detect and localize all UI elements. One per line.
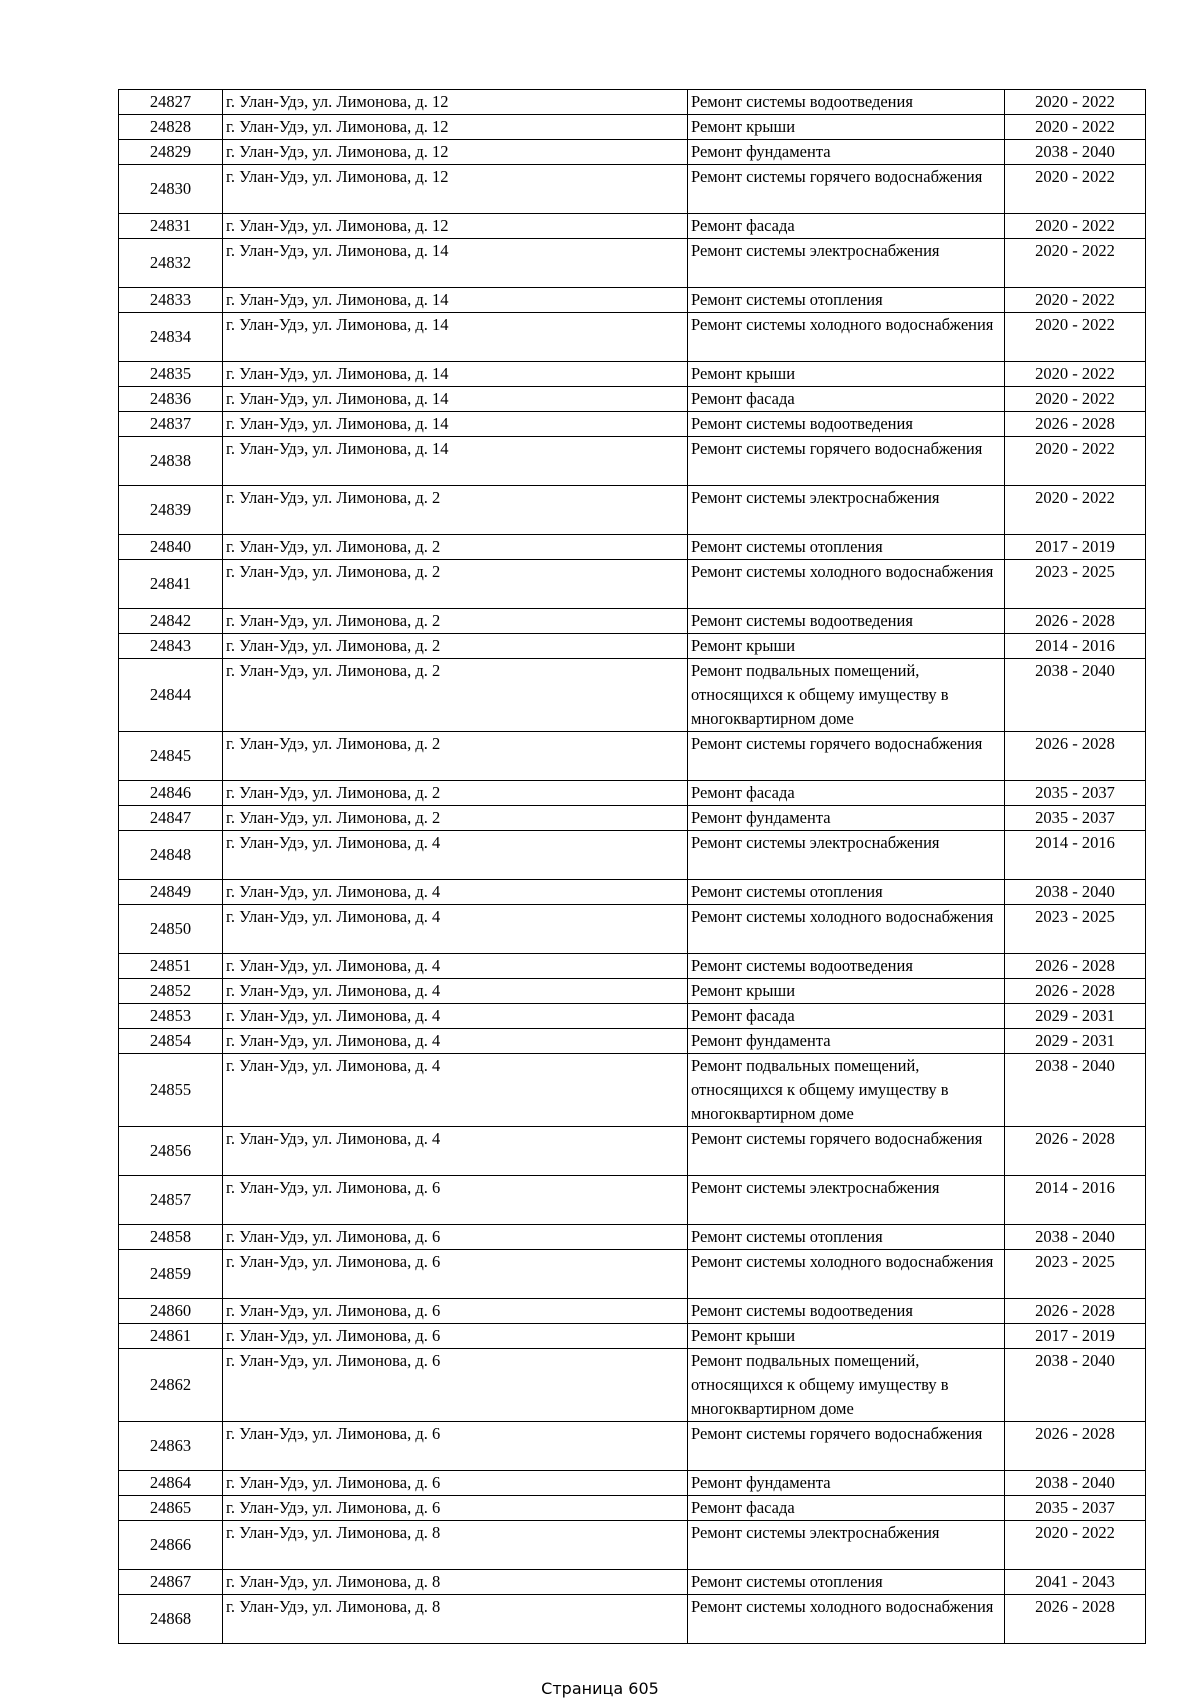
period-cell: 2023 - 2025 — [1005, 560, 1146, 609]
period-cell: 2017 - 2019 — [1005, 535, 1146, 560]
address-cell: г. Улан-Удэ, ул. Лимонова, д. 12 — [223, 165, 688, 214]
period-cell: 2014 - 2016 — [1005, 634, 1146, 659]
address-cell: г. Улан-Удэ, ул. Лимонова, д. 6 — [223, 1349, 688, 1422]
address-cell: г. Улан-Удэ, ул. Лимонова, д. 2 — [223, 560, 688, 609]
table-row — [119, 140, 1146, 165]
table-row — [119, 437, 1146, 486]
work-type-cell: Ремонт фасада — [688, 214, 1005, 239]
period-cell: 2017 - 2019 — [1005, 1324, 1146, 1349]
period-cell: 2020 - 2022 — [1005, 486, 1146, 535]
period-cell: 2020 - 2022 — [1005, 214, 1146, 239]
address-cell: г. Улан-Удэ, ул. Лимонова, д. 4 — [223, 905, 688, 954]
record-number-cell: 24837 — [119, 412, 223, 437]
period-cell: 2035 - 2037 — [1005, 1496, 1146, 1521]
record-number-cell: 24852 — [119, 979, 223, 1004]
work-type-cell: Ремонт системы холодного водоснабжения — [688, 1250, 1005, 1299]
work-type-cell: Ремонт системы электроснабжения — [688, 239, 1005, 288]
record-number-cell: 24856 — [119, 1127, 223, 1176]
period-cell: 2026 - 2028 — [1005, 1595, 1146, 1644]
address-cell: г. Улан-Удэ, ул. Лимонова, д. 12 — [223, 140, 688, 165]
work-type-cell: Ремонт подвальных помещений, относящихся к общему имуществу в многоквартирном доме — [688, 1054, 1005, 1127]
work-type-cell: Ремонт системы электроснабжения — [688, 1176, 1005, 1225]
record-number-cell: 24835 — [119, 362, 223, 387]
period-cell: 2026 - 2028 — [1005, 1299, 1146, 1324]
period-cell: 2026 - 2028 — [1005, 954, 1146, 979]
record-number-cell: 24868 — [119, 1595, 223, 1644]
work-type-cell: Ремонт подвальных помещений, относящихся к общему имуществу в многоквартирном доме — [688, 659, 1005, 732]
period-cell: 2026 - 2028 — [1005, 732, 1146, 781]
record-number-cell: 24841 — [119, 560, 223, 609]
address-cell: г. Улан-Удэ, ул. Лимонова, д. 6 — [223, 1225, 688, 1250]
period-cell: 2020 - 2022 — [1005, 165, 1146, 214]
period-cell: 2020 - 2022 — [1005, 288, 1146, 313]
address-cell: г. Улан-Удэ, ул. Лимонова, д. 6 — [223, 1422, 688, 1471]
work-type-cell: Ремонт системы отопления — [688, 1225, 1005, 1250]
record-number-cell: 24838 — [119, 437, 223, 486]
table-row — [119, 732, 1146, 781]
table-row — [119, 954, 1146, 979]
address-cell: г. Улан-Удэ, ул. Лимонова, д. 6 — [223, 1496, 688, 1521]
table-row — [119, 1471, 1146, 1496]
record-number-cell: 24850 — [119, 905, 223, 954]
record-number-cell: 24832 — [119, 239, 223, 288]
address-cell: г. Улан-Удэ, ул. Лимонова, д. 4 — [223, 1004, 688, 1029]
work-type-cell: Ремонт системы электроснабжения — [688, 831, 1005, 880]
address-cell: г. Улан-Удэ, ул. Лимонова, д. 2 — [223, 486, 688, 535]
table-row — [119, 239, 1146, 288]
record-number-cell: 24863 — [119, 1422, 223, 1471]
period-cell: 2038 - 2040 — [1005, 659, 1146, 732]
table-row — [119, 781, 1146, 806]
work-type-cell: Ремонт системы водоотведения — [688, 609, 1005, 634]
record-number-cell: 24831 — [119, 214, 223, 239]
table-row — [119, 1250, 1146, 1299]
address-cell: г. Улан-Удэ, ул. Лимонова, д. 6 — [223, 1471, 688, 1496]
address-cell: г. Улан-Удэ, ул. Лимонова, д. 12 — [223, 115, 688, 140]
period-cell: 2026 - 2028 — [1005, 1422, 1146, 1471]
address-cell: г. Улан-Удэ, ул. Лимонова, д. 6 — [223, 1299, 688, 1324]
table-row — [119, 1422, 1146, 1471]
table-row — [119, 214, 1146, 239]
period-cell: 2035 - 2037 — [1005, 781, 1146, 806]
address-cell: г. Улан-Удэ, ул. Лимонова, д. 4 — [223, 1029, 688, 1054]
repair-schedule-table — [118, 89, 1146, 1644]
work-type-cell: Ремонт системы отопления — [688, 1570, 1005, 1595]
period-cell: 2041 - 2043 — [1005, 1570, 1146, 1595]
address-cell: г. Улан-Удэ, ул. Лимонова, д. 2 — [223, 806, 688, 831]
record-number-cell: 24861 — [119, 1324, 223, 1349]
table-row — [119, 1004, 1146, 1029]
period-cell: 2026 - 2028 — [1005, 1127, 1146, 1176]
period-cell: 2038 - 2040 — [1005, 140, 1146, 165]
work-type-cell: Ремонт системы водоотведения — [688, 412, 1005, 437]
table-row — [119, 486, 1146, 535]
address-cell: г. Улан-Удэ, ул. Лимонова, д. 2 — [223, 609, 688, 634]
table-row — [119, 1570, 1146, 1595]
period-cell: 2035 - 2037 — [1005, 806, 1146, 831]
period-cell: 2020 - 2022 — [1005, 239, 1146, 288]
work-type-cell: Ремонт фундамента — [688, 806, 1005, 831]
period-cell: 2020 - 2022 — [1005, 313, 1146, 362]
work-type-cell: Ремонт системы горячего водоснабжения — [688, 437, 1005, 486]
table-row — [119, 1496, 1146, 1521]
address-cell: г. Улан-Удэ, ул. Лимонова, д. 14 — [223, 412, 688, 437]
address-cell: г. Улан-Удэ, ул. Лимонова, д. 14 — [223, 239, 688, 288]
record-number-cell: 24833 — [119, 288, 223, 313]
period-cell: 2020 - 2022 — [1005, 387, 1146, 412]
table-body — [119, 90, 1146, 1644]
page-number: Страница 605 — [541, 1679, 659, 1698]
table-row — [119, 880, 1146, 905]
table-row — [119, 979, 1146, 1004]
address-cell: г. Улан-Удэ, ул. Лимонова, д. 8 — [223, 1521, 688, 1570]
address-cell: г. Улан-Удэ, ул. Лимонова, д. 4 — [223, 880, 688, 905]
record-number-cell: 24834 — [119, 313, 223, 362]
table-row — [119, 1299, 1146, 1324]
record-number-cell: 24866 — [119, 1521, 223, 1570]
period-cell: 2020 - 2022 — [1005, 437, 1146, 486]
table-row — [119, 560, 1146, 609]
record-number-cell: 24848 — [119, 831, 223, 880]
work-type-cell: Ремонт системы отопления — [688, 535, 1005, 560]
work-type-cell: Ремонт крыши — [688, 634, 1005, 659]
table-row — [119, 1324, 1146, 1349]
record-number-cell: 24840 — [119, 535, 223, 560]
address-cell: г. Улан-Удэ, ул. Лимонова, д. 2 — [223, 781, 688, 806]
record-number-cell: 24865 — [119, 1496, 223, 1521]
period-cell: 2020 - 2022 — [1005, 362, 1146, 387]
table-row — [119, 609, 1146, 634]
period-cell: 2038 - 2040 — [1005, 1349, 1146, 1422]
period-cell: 2020 - 2022 — [1005, 115, 1146, 140]
table-row — [119, 387, 1146, 412]
address-cell: г. Улан-Удэ, ул. Лимонова, д. 6 — [223, 1250, 688, 1299]
table-row — [119, 1349, 1146, 1422]
work-type-cell: Ремонт подвальных помещений, относящихся к общему имуществу в многоквартирном доме — [688, 1349, 1005, 1422]
record-number-cell: 24851 — [119, 954, 223, 979]
work-type-cell: Ремонт системы отопления — [688, 880, 1005, 905]
table-row — [119, 1054, 1146, 1127]
record-number-cell: 24867 — [119, 1570, 223, 1595]
address-cell: г. Улан-Удэ, ул. Лимонова, д. 14 — [223, 362, 688, 387]
address-cell: г. Улан-Удэ, ул. Лимонова, д. 4 — [223, 831, 688, 880]
period-cell: 2026 - 2028 — [1005, 412, 1146, 437]
address-cell: г. Улан-Удэ, ул. Лимонова, д. 6 — [223, 1324, 688, 1349]
table-row — [119, 165, 1146, 214]
address-cell: г. Улан-Удэ, ул. Лимонова, д. 12 — [223, 214, 688, 239]
record-number-cell: 24839 — [119, 486, 223, 535]
address-cell: г. Улан-Удэ, ул. Лимонова, д. 4 — [223, 954, 688, 979]
work-type-cell: Ремонт системы отопления — [688, 288, 1005, 313]
record-number-cell: 24859 — [119, 1250, 223, 1299]
table-row — [119, 1029, 1146, 1054]
work-type-cell: Ремонт системы водоотведения — [688, 90, 1005, 115]
record-number-cell: 24857 — [119, 1176, 223, 1225]
record-number-cell: 24849 — [119, 880, 223, 905]
work-type-cell: Ремонт системы горячего водоснабжения — [688, 165, 1005, 214]
table-row — [119, 412, 1146, 437]
record-number-cell: 24845 — [119, 732, 223, 781]
work-type-cell: Ремонт системы электроснабжения — [688, 1521, 1005, 1570]
work-type-cell: Ремонт системы электроснабжения — [688, 486, 1005, 535]
work-type-cell: Ремонт системы горячего водоснабжения — [688, 732, 1005, 781]
period-cell: 2023 - 2025 — [1005, 1250, 1146, 1299]
record-number-cell: 24843 — [119, 634, 223, 659]
table-row — [119, 535, 1146, 560]
work-type-cell: Ремонт фундамента — [688, 1029, 1005, 1054]
record-number-cell: 24864 — [119, 1471, 223, 1496]
record-number-cell: 24830 — [119, 165, 223, 214]
work-type-cell: Ремонт фасада — [688, 1004, 1005, 1029]
table-row — [119, 90, 1146, 115]
record-number-cell: 24847 — [119, 806, 223, 831]
work-type-cell: Ремонт фасада — [688, 1496, 1005, 1521]
record-number-cell: 24853 — [119, 1004, 223, 1029]
record-number-cell: 24862 — [119, 1349, 223, 1422]
table-row — [119, 1176, 1146, 1225]
work-type-cell: Ремонт системы холодного водоснабжения — [688, 1595, 1005, 1644]
address-cell: г. Улан-Удэ, ул. Лимонова, д. 8 — [223, 1595, 688, 1644]
work-type-cell: Ремонт фасада — [688, 781, 1005, 806]
period-cell: 2038 - 2040 — [1005, 1471, 1146, 1496]
work-type-cell: Ремонт системы холодного водоснабжения — [688, 560, 1005, 609]
period-cell: 2014 - 2016 — [1005, 1176, 1146, 1225]
table-row — [119, 1521, 1146, 1570]
address-cell: г. Улан-Удэ, ул. Лимонова, д. 14 — [223, 437, 688, 486]
period-cell: 2038 - 2040 — [1005, 1225, 1146, 1250]
period-cell: 2029 - 2031 — [1005, 1004, 1146, 1029]
record-number-cell: 24827 — [119, 90, 223, 115]
work-type-cell: Ремонт системы холодного водоснабжения — [688, 905, 1005, 954]
record-number-cell: 24855 — [119, 1054, 223, 1127]
table-row — [119, 806, 1146, 831]
work-type-cell: Ремонт системы горячего водоснабжения — [688, 1422, 1005, 1471]
work-type-cell: Ремонт крыши — [688, 362, 1005, 387]
table-row — [119, 313, 1146, 362]
record-number-cell: 24844 — [119, 659, 223, 732]
work-type-cell: Ремонт фундамента — [688, 1471, 1005, 1496]
address-cell: г. Улан-Удэ, ул. Лимонова, д. 14 — [223, 313, 688, 362]
table-row — [119, 659, 1146, 732]
address-cell: г. Улан-Удэ, ул. Лимонова, д. 8 — [223, 1570, 688, 1595]
period-cell: 2038 - 2040 — [1005, 880, 1146, 905]
address-cell: г. Улан-Удэ, ул. Лимонова, д. 14 — [223, 288, 688, 313]
period-cell: 2020 - 2022 — [1005, 90, 1146, 115]
work-type-cell: Ремонт крыши — [688, 1324, 1005, 1349]
table-row — [119, 1127, 1146, 1176]
address-cell: г. Улан-Удэ, ул. Лимонова, д. 12 — [223, 90, 688, 115]
address-cell: г. Улан-Удэ, ул. Лимонова, д. 2 — [223, 732, 688, 781]
period-cell: 2038 - 2040 — [1005, 1054, 1146, 1127]
record-number-cell: 24846 — [119, 781, 223, 806]
address-cell: г. Улан-Удэ, ул. Лимонова, д. 4 — [223, 1127, 688, 1176]
address-cell: г. Улан-Удэ, ул. Лимонова, д. 2 — [223, 659, 688, 732]
work-type-cell: Ремонт крыши — [688, 115, 1005, 140]
table-row — [119, 288, 1146, 313]
address-cell: г. Улан-Удэ, ул. Лимонова, д. 2 — [223, 535, 688, 560]
work-type-cell: Ремонт системы водоотведения — [688, 954, 1005, 979]
record-number-cell: 24836 — [119, 387, 223, 412]
period-cell: 2023 - 2025 — [1005, 905, 1146, 954]
record-number-cell: 24858 — [119, 1225, 223, 1250]
period-cell: 2020 - 2022 — [1005, 1521, 1146, 1570]
table-row — [119, 905, 1146, 954]
record-number-cell: 24828 — [119, 115, 223, 140]
address-cell: г. Улан-Удэ, ул. Лимонова, д. 4 — [223, 979, 688, 1004]
table-row — [119, 1595, 1146, 1644]
work-type-cell: Ремонт системы горячего водоснабжения — [688, 1127, 1005, 1176]
work-type-cell: Ремонт фасада — [688, 387, 1005, 412]
work-type-cell: Ремонт системы водоотведения — [688, 1299, 1005, 1324]
period-cell: 2014 - 2016 — [1005, 831, 1146, 880]
period-cell: 2029 - 2031 — [1005, 1029, 1146, 1054]
address-cell: г. Улан-Удэ, ул. Лимонова, д. 14 — [223, 387, 688, 412]
table-row — [119, 1225, 1146, 1250]
record-number-cell: 24829 — [119, 140, 223, 165]
table-row — [119, 831, 1146, 880]
address-cell: г. Улан-Удэ, ул. Лимонова, д. 6 — [223, 1176, 688, 1225]
work-type-cell: Ремонт фундамента — [688, 140, 1005, 165]
record-number-cell: 24860 — [119, 1299, 223, 1324]
table-row — [119, 362, 1146, 387]
record-number-cell: 24854 — [119, 1029, 223, 1054]
table-row — [119, 634, 1146, 659]
period-cell: 2026 - 2028 — [1005, 979, 1146, 1004]
address-cell: г. Улан-Удэ, ул. Лимонова, д. 4 — [223, 1054, 688, 1127]
period-cell: 2026 - 2028 — [1005, 609, 1146, 634]
table-row — [119, 115, 1146, 140]
work-type-cell: Ремонт системы холодного водоснабжения — [688, 313, 1005, 362]
work-type-cell: Ремонт крыши — [688, 979, 1005, 1004]
record-number-cell: 24842 — [119, 609, 223, 634]
address-cell: г. Улан-Удэ, ул. Лимонова, д. 2 — [223, 634, 688, 659]
